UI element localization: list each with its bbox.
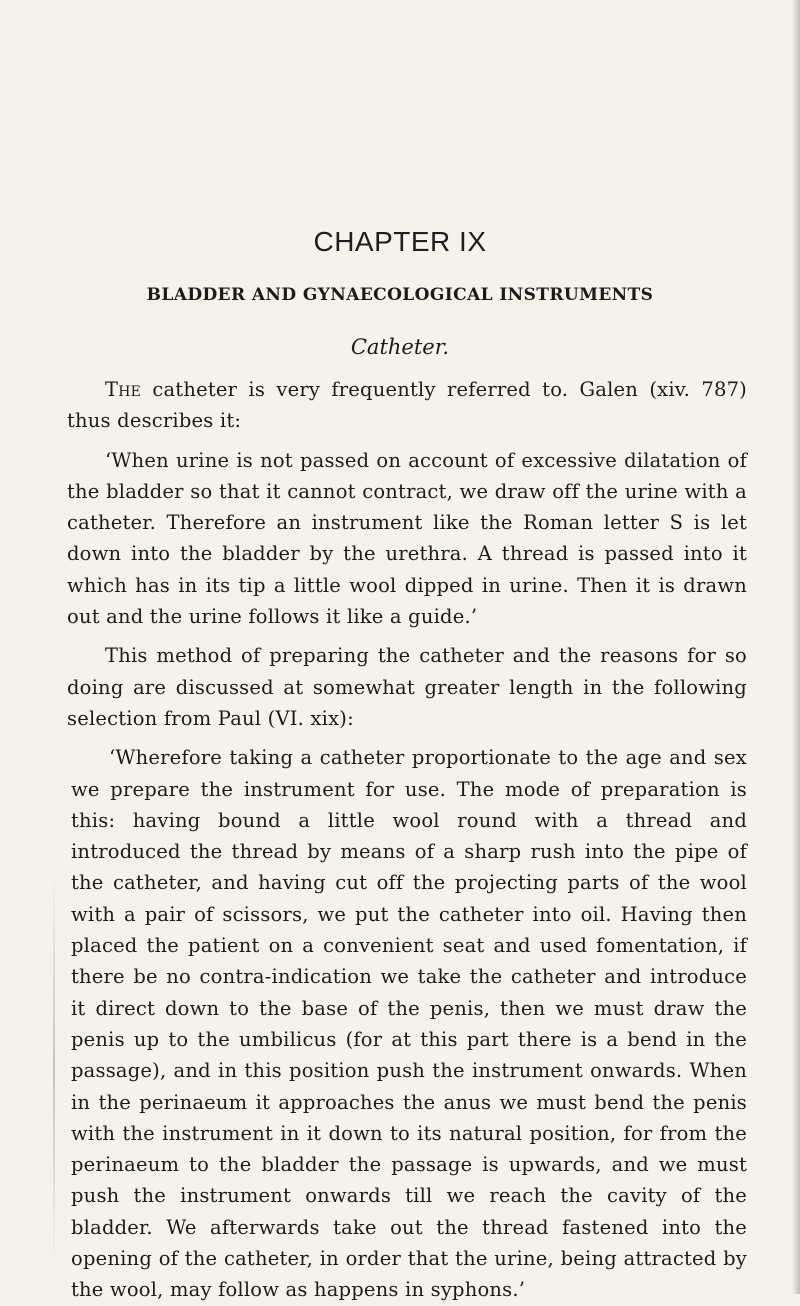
paragraph-intro: [67, 374, 747, 437]
section-title: BLADDER AND GYNAECOLOGICAL INSTRUMENTS: [146, 285, 654, 305]
subsection-title: Catheter.: [350, 335, 450, 359]
paragraph-paul-quote: ‘Wherefore taking a catheter proportionate to the age and sex we prepare the instrument for use. The mode of preparation is this: having bound a little wool round with a thread and introduced the thread by means of a sharp rush into the pipe of the catheter, and having cut off the projecting parts of the wool with a pair of scissors, we put the catheter into oil. Having then placed the patient on a convenient seat and used fomentation, if there be no contra-indication we take the catheter and introduce it direct down to the base of the penis, then we must draw the penis up to the umbilicus (for at this part there is a bend in the passage), and in this position push the instrument onwards. When in the perinaeum it approaches the anus we must bend the penis with the instrument in it down to its natural position, for from the perinaeum to the bladder the passage is upwards, and we must push the instrument onwards till we reach the cavity of the bladder. We afterwards take out the thread fastened into the opening of the catheter, in order that the urine, being attracted by the wool, may follow as happens in syphons.’: [71, 746, 747, 1302]
body-text: [67, 374, 747, 1306]
paragraph-method: This method of preparing the catheter and the reasons for so doing are discussed at somewhat greater length in the following selection from Paul (VI. xix):: [67, 644, 747, 730]
page-edge-shadow: [792, 0, 800, 1294]
paragraph-lead-word: The: [105, 378, 142, 401]
paragraph-intro-text: catheter is very frequently referred to. Galen (xiv. 787) thus describes it:: [67, 378, 747, 433]
chapter-title: CHAPTER IX: [313, 226, 487, 257]
binding-shadow: [53, 870, 55, 1270]
paragraph-galen-quote: ‘When urine is not passed on account of excessive dilatation of the bladder so that it cannot contract, we draw off the urine with a catheter. Therefore an instrument like the Roman letter S is let down into the bladder by the urethra. A thread is passed into it which has in its tip a little wool dipped in urine. Then it is drawn out and the urine follows it like a guide.’: [67, 448, 747, 629]
